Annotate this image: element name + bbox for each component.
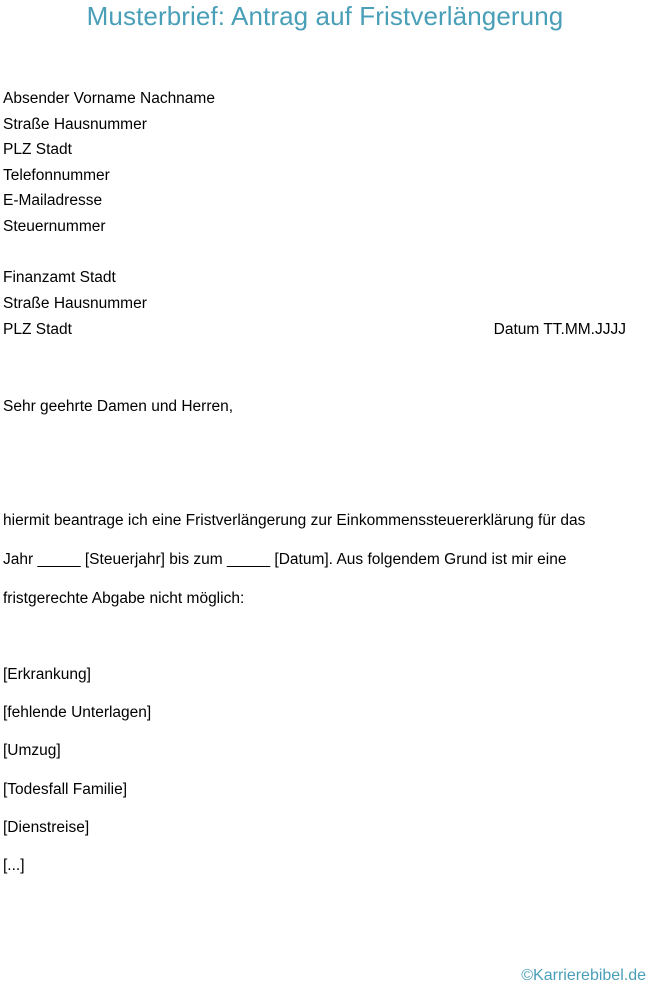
sender-city: PLZ Stadt bbox=[3, 141, 72, 158]
reason-item: [Umzug] bbox=[3, 742, 61, 759]
sender-street: Straße Hausnummer bbox=[3, 116, 147, 133]
body-line: fristgerechte Abgabe nicht möglich: bbox=[3, 590, 245, 607]
copyright-footer: ©Karrierebibel.de bbox=[521, 967, 646, 984]
reason-item: [...] bbox=[3, 857, 25, 874]
body-line: Jahr _____ [Steuerjahr] bis zum _____ [Datum]. Aus folgendem Grund ist mir eine bbox=[3, 551, 567, 568]
recipient-office: Finanzamt Stadt bbox=[3, 269, 116, 286]
body-line: hiermit beantrage ich eine Fristverlängerung zur Einkommenssteuererklärung für das bbox=[3, 512, 586, 529]
sender-email: E-Mailadresse bbox=[3, 192, 103, 209]
letter-date: Datum TT.MM.JJJJ bbox=[493, 321, 626, 338]
salutation: Sehr geehrte Damen und Herren, bbox=[3, 398, 234, 415]
sender-tax-number: Steuernummer bbox=[3, 218, 106, 235]
reason-item: [fehlende Unterlagen] bbox=[3, 704, 152, 721]
reason-item: [Erkrankung] bbox=[3, 666, 91, 683]
sender-phone: Telefonnummer bbox=[3, 167, 110, 184]
recipient-street: Straße Hausnummer bbox=[3, 295, 147, 312]
sender-name: Absender Vorname Nachname bbox=[3, 90, 215, 107]
recipient-city: PLZ Stadt bbox=[3, 321, 72, 338]
reason-item: [Todesfall Familie] bbox=[3, 781, 128, 798]
page-title: Musterbrief: Antrag auf Fristverlängerung bbox=[86, 1, 564, 31]
reason-item: [Dienstreise] bbox=[3, 819, 90, 836]
